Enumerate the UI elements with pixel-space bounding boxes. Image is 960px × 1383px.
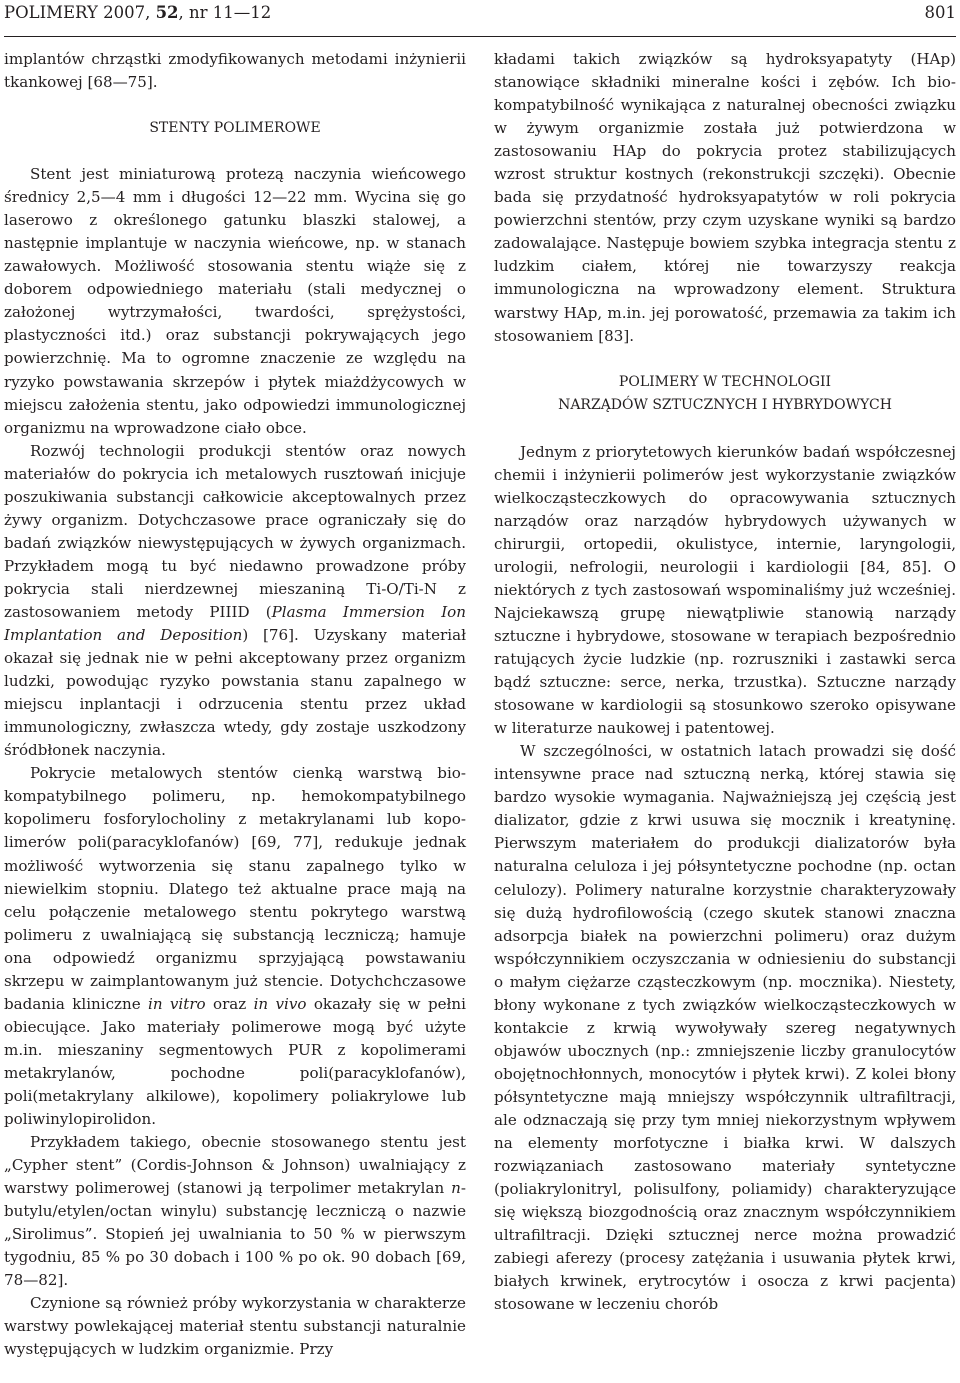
paragraph: Jednym z priorytetowych kierunków badań współczesnej chemii i inżynierii polimerów jest wykorzystanie związków wielkocząsteczkowych do opracowywania sztucznych narządów oraz narządów hybrydowych używanych w chirurgii, ortopedii, okulistyce, internie, laryngologii, urologii, nefrologii, neurologii i kardiologii [84, 85]. O niektórych z tych zastosowań wspominaliśmy już wcześniej. Najciekawszą grupę niewątpliwie stanowią narządy sztuczne i hybrydowe, stosowane w terapiach bezpośrednio ratujących życie ludzkie (np. rozruszniki i zastawki serca bądź sztuczne: serce, nerka, trzustka). Sztuczne narządy stosowane w kardiologii są stosunkowo szeroko opisywane w literaturze naukowej i patentowej.: [494, 442, 956, 738]
heading-line: NARZĄDÓW SZTUCZNYCH I HYBRYDOWYCH: [558, 396, 892, 413]
paragraph: kładami takich związków są hydroksyapatyty (HAp) stanowiące składniki mineralne kości i zębów. Ich biokompatybilność wynikająca z naturalnej obecności związku w żywym organizmie została już potwierdzona w zastosowaniu HAp do pokrycia protez stabilizujących wzrost struktur kostnych (rekonstrukcji szczęki). Obecnie bada się przydatność hydroksyapatytów w roli pokrycia powierzchni stentów, przy czym uzyskane wyniki są bardzo zadowalające. Następuje bowiem szybka integracja stentu z ludzkim ciałem, której nie towarzyszy reakcja immunologiczna na wprowadzony element. Struktura warstwy HAp, m.in. jej porowatość, przemawia za takim ich stosowaniem [83].: [494, 50, 956, 345]
text-run: -butylu/etylen/octan winylu) substancję leczniczą o nazwie „Sirolimus”. Stopień jej uwalniania to 50 % w pierwszym tygodniu, 85 % po 30 dobach i 100 % po ok. 90 dobach [69, 78—82].: [4, 1179, 466, 1290]
page-number: 801: [924, 3, 956, 22]
issue-number: , nr 11—12: [178, 3, 272, 22]
text-run: okazały się w pełni obiecujące. Jako materiały polimerowe mogą być użyte m.in. mieszaniny segmentowych PUR z kopolimerami metakrylanów, pochodne poli(paracyklofanów), poli(metakrylany alkilowe), kopolimery poliakrylowe lub poliwinylopirolidon.: [4, 994, 466, 1129]
journal-name: POLIMERY 2007,: [4, 3, 156, 22]
paragraph: implantów chrząstki zmodyfikowanych metodami inżynierii tkankowej [68—75].: [4, 50, 466, 92]
left-column: [4, 48, 466, 1362]
volume-number: 52: [155, 3, 179, 22]
section-heading-polimery: [494, 371, 956, 417]
text-run: ) [76]. Uzyskany materiał okazał się jednak nie w pełni akceptowany przez organizm ludzki, powodując ryzyko powstania stanu zapalnego w miejscu inplantacji i odrzucenia stentu przez układ immunologiczny, zwłaszcza wtedy, gdy zostaje uszkodzony śródbłonek naczynia.: [4, 626, 466, 760]
text-run: oraz: [205, 994, 254, 1013]
paragraph: W szczególności, w ostatnich latach prowadzi się dość intensywne prace nad sztuczną nerką, której stawia się bardzo wysokie wymagania. Najważniejszą jej częścią jest dializator, gdzie z krwi usuwa się mocznik i kreatyninę. Pierwszym materiałem do produkcji dializatorów była naturalna celuloza i jej półsyntetyczne pochodne (np. octan celulozy). Polimery naturalne korzystnie charakteryzowały się dużą hydrofilowością (czego skutek stanowi znaczna adsorpcja białek na powierzchni polimeru) oraz dużym współczynnikiem oczyszczania w odniesieniu do substancji o małym ciężarze cząsteczkowym (np. mocznika). Niestety, błony wykonane z tych związków wielkocząsteczkowych w kontakcie z krwią wywoływały szereg negatywnych objawów ubocznych (np.: zmniejszenie liczby granulocytów obojętnochłonnych, monocytów i płytek krwi). Z kolei błony półsyntetyczne mają mniejszy współczynnik ultrafiltracji, ale odznaczają się przy tym mniej niekorzystnym wpływem na elementy morfotyczne i białka krwi. W dalszych rozwiązaniach zastosowano materiały syntetyczne (poliakrylonitryl, polisulfony, poliamidy) charakteryzujące się większą biozgodnością oraz znacznym współczynnikiem ultrafiltracji. Dzięki sztucznej nerce można prowadzić zabiegi aferezy (procesy zatężania i usuwania płytek krwi, białych krwinek, erytrocytów i osocza z krwi pacjenta) stosowane w leczeniu chorób: [494, 742, 956, 1314]
heading-line: POLIMERY W TECHNOLOGII: [618, 373, 832, 390]
italic-term: n: [451, 1179, 461, 1198]
running-header: [4, 0, 956, 37]
paragraph: Stent jest miniaturową protezą naczynia wieńcowego średnicy 2,5—4 mm i długości 12—22 mm. Wycina się go laserowo z określonego gatunku blaszki stalowej, a następnie implantuje w naczynia wieńcowe, np. w stanach zawałowych. Możliwość stosowania stentu wiąże się z doborem odpowiedniego materiału (stali medycznej o założonej wytrzymałości, twardości, sprężystości, plastyczności itd.) oraz substancji pokrywających jego powierzchnię. Ma to ogromne znaczenie ze względu na ryzyko powstawania skrzepów i płytek miażdżycowych w miejscu założenia stentu, jako odpowiedzi immunologicznej organizmu na wprowadzone ciało obce.: [4, 165, 466, 437]
text-run: Pokrycie metalowych stentów cienką warstwą biokompatybilnego polimeru, np. hemokompatybilnego kopolimeru fosforylocholiny z metakrylanami lub kopolimerów poli(paracyklofanów) [69, 77], redukuje jednak możliwość wytworzenia się stanu zapalnego tylko w niewielkim stopniu. Dlatego też aktualne prace mają na celu połączenie metalowego stentu pokrytego warstwą polimeru z uwalniającą się substancją leczniczą; hamuje ona odpowiedź organizmu sprzyjającą powstawaniu skrzepu w zaimplantowanym już stencie. Dotychchczasowe badania kliniczne: [4, 764, 466, 1013]
paragraph: [4, 440, 466, 763]
paragraph: [4, 1131, 466, 1292]
text-run: Przykładem takiego, obecnie stosowanego stentu jest „Cypher stent” (Cordis-Johnson & Johnson) uwalniający z warstwy polimerowej (stanowi ją terpolimer metakrylan: [4, 1133, 466, 1198]
italic-term: in vitro: [148, 994, 206, 1013]
section-heading-stenty: STENTY POLIMEROWE: [149, 120, 321, 137]
paragraph: [4, 762, 466, 1131]
paragraph: Czynione są również próby wykorzystania w charakterze warstwy powlekającej materiał stentu substancji naturalnie występujących w ludzkim organizmie. Przy: [4, 1294, 466, 1359]
right-column: [494, 48, 956, 1316]
italic-term: in vivo: [253, 994, 307, 1013]
text-run: Rozwój technologii produkcji stentów oraz nowych materiałów do pokrycia ich metalowych rusztowań inicjuje poszukiwania substancji całkowicie akceptowalnych przez żywy organizm. Dotychczasowe prace ograniczały się do badań związków niewystępujących w żywych organizmach. Przykładem mogą tu być niedawno prowadzone próby pokrycia stali nierdzewnej mieszaniną Ti-O/Ti-N z zastosowaniem metody PIIID (: [4, 441, 466, 621]
journal-citation: [4, 0, 271, 26]
italic-term: Plasma Immersion Ion Implantation and Deposition: [4, 602, 466, 645]
